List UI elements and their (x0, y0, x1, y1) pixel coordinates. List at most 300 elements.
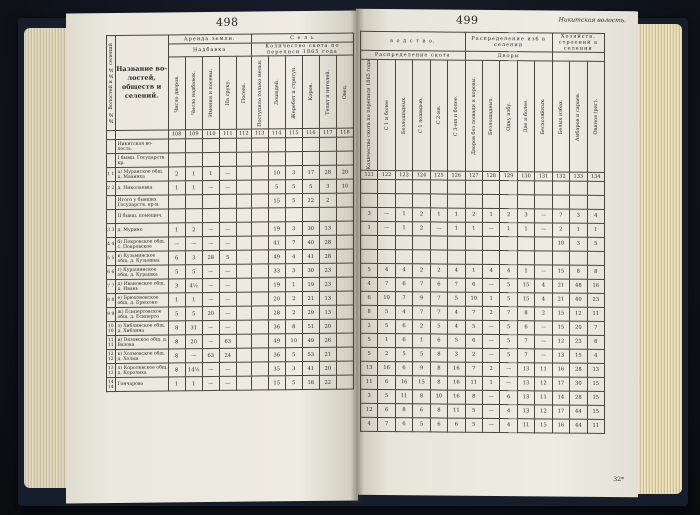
right-table-cell: 4 (361, 277, 378, 291)
right-table-cell: 8 (413, 389, 430, 403)
right-table-cell: 12 (570, 307, 587, 321)
left-table-cell (236, 138, 251, 152)
left-table-cell: 5 (285, 180, 302, 194)
left-table-cell: — (202, 376, 219, 390)
right-table-cell: 4 (587, 349, 604, 363)
left-column-header (268, 56, 285, 129)
right-table-cell: 11 (465, 376, 482, 390)
group-header-buildings: Хозяйств. строений в селении (552, 33, 604, 52)
left-column-header-label: Посева. (240, 82, 247, 104)
left-table-cell (236, 166, 251, 180)
right-table-cell: 14 (552, 391, 569, 405)
right-column-header (395, 60, 412, 171)
right-column-number: 126 (448, 171, 465, 180)
right-table-cell: 5 (378, 389, 395, 403)
left-table-cell (236, 348, 251, 362)
left-table-cell: 22 (319, 375, 336, 389)
left-table-cell: 29 (302, 305, 319, 319)
right-table-cell: 1 (430, 208, 447, 222)
right-table-cell (587, 195, 604, 209)
right-table-cell (378, 193, 395, 207)
right-table-cell (448, 194, 465, 208)
right-table-cell: 6 (395, 319, 412, 333)
left-table-cell: 53 (302, 347, 319, 361)
left-table-cell: — (185, 349, 202, 363)
right-table-cell (517, 180, 534, 194)
settlement-name: ж) Есипертовское общ. д. Есиперто (115, 307, 168, 322)
row-number-header: №№ Волостей и №№ селений (107, 36, 116, 131)
left-table-cell: — (202, 236, 219, 250)
right-table-cell: 5 (413, 417, 430, 431)
left-table-cell (236, 194, 251, 208)
right-table-cell: 2 (413, 221, 430, 235)
right-table-cell: 1 (587, 223, 604, 237)
right-table-cell: 48 (570, 279, 587, 293)
left-table-cell (236, 152, 251, 166)
settlement-name: д. Мурино (115, 223, 168, 238)
right-table-cell (465, 180, 482, 194)
left-column-header (251, 56, 268, 129)
right-column-header-label: Две и более. (523, 99, 530, 133)
left-table-cell (302, 151, 319, 165)
settlement-name: к) Холмовское общ. д. Холма (115, 349, 168, 364)
right-table-cell: — (535, 209, 552, 223)
left-table-cell (219, 152, 236, 166)
left-column-number: 111 (219, 129, 236, 138)
right-table-cell: 13 (552, 349, 569, 363)
right-table-cell (378, 249, 395, 263)
left-page (66, 10, 358, 503)
right-table-cell: 9 (413, 361, 430, 375)
right-table-cell: 1 (361, 221, 378, 235)
left-table-cell: 8 (168, 321, 185, 335)
right-table-cell (378, 235, 395, 249)
left-table-cell (202, 194, 219, 208)
left-table-cell: 1 (168, 223, 185, 237)
left-page-edges (24, 28, 68, 488)
right-table-cell: 4 (448, 320, 465, 334)
left-table-cell: 33 (268, 264, 285, 278)
page-signature-mark: 32* (613, 476, 624, 484)
right-table-cell (430, 250, 447, 264)
right-table-cell: 4 (535, 293, 552, 307)
left-column-header (236, 57, 251, 130)
right-table-cell: 10 (430, 390, 447, 404)
right-column-header-label: С 2-мя. (435, 105, 442, 125)
right-table-cell: 23 (587, 293, 604, 307)
right-table-cell: 15 (587, 377, 604, 391)
right-table-cell: 6 (395, 333, 412, 347)
right-table-cell: 13 (517, 376, 534, 390)
right-column-number: 132 (552, 172, 569, 181)
left-table-cell: 49 (268, 334, 285, 348)
left-column-number: 110 (202, 129, 219, 138)
left-table-cell: 10 (285, 334, 302, 348)
left-table-cell: 14½ (185, 363, 202, 377)
right-table-cell: 6 (395, 361, 412, 375)
right-column-header (430, 60, 447, 171)
right-table-cell: 15 (570, 349, 587, 363)
right-table-cell: 7 (395, 291, 412, 305)
right-table-cell: 21 (552, 279, 569, 293)
right-table-cell (587, 181, 604, 195)
right-column-header (448, 60, 465, 171)
right-table-cell: 16 (552, 363, 569, 377)
right-table-cell: 6 (465, 278, 482, 292)
right-table-cell: 11 (535, 363, 552, 377)
left-table-cell: 35 (268, 362, 285, 376)
left-table-cell: 30 (302, 221, 319, 235)
right-table-cell: 15 (587, 391, 604, 405)
right-table-cell: 2 (465, 348, 482, 362)
group-header-huts: Распределение изб в селении (465, 32, 552, 52)
right-table-cell: 4 (500, 404, 517, 418)
left-table-cell: — (219, 222, 236, 236)
right-table-cell (448, 236, 465, 250)
right-table-cell: 7 (413, 305, 430, 319)
left-table-cell: 5 (185, 265, 202, 279)
left-table-cell: — (202, 180, 219, 194)
right-table-cell: 11 (587, 419, 604, 433)
right-column-number: 133 (570, 172, 587, 181)
left-table-cell (202, 152, 219, 166)
left-table-cell (268, 208, 285, 222)
left-table-cell: 63 (202, 348, 219, 362)
left-table-cell (251, 250, 268, 264)
right-table-cell: 8 (465, 390, 482, 404)
right-table-cell: 20 (570, 321, 587, 335)
right-table-cell: 7 (448, 278, 465, 292)
left-table-cell: 49 (302, 333, 319, 347)
right-table-cell: 6 (430, 334, 447, 348)
left-table-cell: 41 (302, 249, 319, 263)
left-table-cell: 1 (185, 377, 202, 391)
right-table-cell (395, 235, 412, 249)
left-table-cell: 19 (268, 278, 285, 292)
right-table-cell (535, 237, 552, 251)
right-column-header-label: С 1 лошадью. (418, 97, 425, 134)
left-table-cell (236, 334, 251, 348)
right-table-cell (482, 194, 499, 208)
row-number (107, 210, 116, 224)
right-column-header-label: Белых избах. (557, 99, 564, 134)
right-table-cell: 5 (587, 237, 604, 251)
left-table-cell: — (219, 166, 236, 180)
left-table-cell: 10 (336, 179, 353, 193)
right-table-cell: 4 (448, 264, 465, 278)
right-column-header-label: Амбаров и сараев. (575, 92, 582, 141)
left-table-cell (185, 153, 202, 167)
right-table-cell (430, 194, 447, 208)
right-statistics-table (360, 31, 605, 434)
left-table-cell (236, 264, 251, 278)
right-column-number: 128 (482, 171, 499, 180)
row-number: 2 2 (107, 182, 116, 196)
row-number: 1 1 (107, 168, 116, 182)
left-table-cell: 22 (302, 193, 319, 207)
row-number: 7 7 (107, 280, 116, 294)
left-table-cell: 41 (302, 361, 319, 375)
left-table-cell (251, 264, 268, 278)
left-table-cell: 28 (202, 250, 219, 264)
left-table-cell: 19 (268, 222, 285, 236)
row-number: 13 13 (107, 364, 116, 378)
left-table-cell (185, 209, 202, 223)
row-number (107, 154, 116, 168)
right-table-cell (552, 251, 569, 265)
right-table-cell: 13 (517, 362, 534, 376)
right-table-cell: 3 (448, 348, 465, 362)
right-table-cell: 6 (378, 375, 395, 389)
left-table-cell: — (168, 237, 185, 251)
left-table-cell (302, 207, 319, 221)
left-table-cell (251, 306, 268, 320)
left-column-header-label: Имения и посевы. (207, 69, 214, 118)
left-table-cell (168, 153, 185, 167)
right-column-header (535, 61, 552, 172)
right-table-cell: — (500, 376, 517, 390)
left-table-cell (251, 180, 268, 194)
left-table-cell: 5 (168, 307, 185, 321)
right-table-cell (378, 179, 395, 193)
right-table-cell: 7 (430, 292, 447, 306)
right-table-cell (465, 250, 482, 264)
right-table-cell: 5 (500, 348, 517, 362)
left-table-cell: 3 (285, 166, 302, 180)
right-table-cell: 17 (552, 405, 569, 419)
left-table-cell: 2 (285, 292, 302, 306)
left-table-cell: 5 (168, 265, 185, 279)
right-table-cell (500, 236, 517, 250)
left-table-cell (251, 292, 268, 306)
right-table-cell: 7 (517, 334, 534, 348)
settlement-name: в) Кузьминское общ. д. Кузьмина (115, 251, 168, 266)
right-table-cell: 5 (361, 347, 378, 361)
left-table-cell: 18 (302, 375, 319, 389)
right-table-cell (448, 180, 465, 194)
left-table-cell: 36 (268, 320, 285, 334)
left-table-cell: — (202, 334, 219, 348)
right-table-cell (482, 180, 499, 194)
left-column-header-label: Число надбавок. (190, 71, 197, 116)
right-table-cell: 16 (552, 419, 569, 433)
right-table-cell: 4 (482, 264, 499, 278)
right-table-cell (430, 236, 447, 250)
right-column-header-label: Бесхозяйных. (540, 98, 547, 135)
right-table-cell: 10 (552, 237, 569, 251)
left-table-cell: 36 (268, 348, 285, 362)
right-table-cell: 7 (465, 306, 482, 320)
group-header-livestock: Количество скота по переписи 1865 года (251, 42, 353, 56)
left-table-cell: 28 (319, 235, 336, 249)
right-table-cell: — (535, 335, 552, 349)
left-table-cell (219, 208, 236, 222)
group-header-allotment: Надбавка (168, 43, 251, 57)
right-table-cell: — (482, 320, 499, 334)
left-column-number: 113 (251, 129, 268, 138)
right-table-cell: — (535, 349, 552, 363)
left-table-cell: — (219, 180, 236, 194)
right-page-number: 499 (456, 13, 479, 27)
left-table-cell: 5 (285, 194, 302, 208)
left-table-cell: 13 (319, 305, 336, 319)
row-number: 4 4 (107, 238, 116, 252)
left-table-cell: 2 (185, 223, 202, 237)
right-table-cell: 5 (378, 305, 395, 319)
right-table-cell: 2 (430, 264, 447, 278)
left-table-cell: 2 (285, 306, 302, 320)
left-table-cell (319, 151, 336, 165)
left-table-cell: 1 (202, 166, 219, 180)
right-table-cell: — (430, 222, 447, 236)
left-table-cell (219, 194, 236, 208)
right-column-header-label: Одну избу. (505, 101, 512, 131)
settlement-name: д. Николаевка (115, 181, 168, 196)
left-table-cell: 63 (219, 334, 236, 348)
right-table-cell (517, 194, 534, 208)
right-table-cell: 4 (395, 305, 412, 319)
right-table-cell: 15 (535, 419, 552, 433)
right-table-cell (430, 180, 447, 194)
left-table-cell: 3 (168, 279, 185, 293)
right-table-cell (517, 236, 534, 250)
left-table-cell: 5 (268, 180, 285, 194)
right-table-cell: 11 (361, 375, 378, 389)
left-table-cell: 28 (319, 249, 336, 263)
right-table-cell: 1 (395, 221, 412, 235)
left-table-cell: 23 (319, 277, 336, 291)
left-table-cell: 20 (268, 292, 285, 306)
right-table-cell: 16 (378, 361, 395, 375)
right-table-cell: — (535, 265, 552, 279)
left-table-cell (202, 208, 219, 222)
left-table-cell (236, 320, 251, 334)
right-table-cell: 13 (517, 390, 534, 404)
left-table-cell: — (219, 376, 236, 390)
left-table-cell (268, 138, 285, 152)
right-table-cell: — (535, 321, 552, 335)
left-table-cell: 20 (336, 165, 353, 179)
left-table-cell: 4½ (185, 279, 202, 293)
right-column-number: 130 (517, 171, 534, 180)
right-table-cell: 7 (552, 209, 569, 223)
right-table-cell: 11 (448, 404, 465, 418)
right-table-cell: 7 (587, 321, 604, 335)
right-table-cell (413, 179, 430, 193)
right-table-cell: 11 (587, 307, 604, 321)
left-column-number: 114 (268, 129, 285, 138)
left-table-cell: 20 (202, 306, 219, 320)
right-table-cell: 16 (587, 279, 604, 293)
left-table-cell: 13 (319, 291, 336, 305)
left-column-header-label: Коров. (307, 83, 314, 101)
right-table-cell: 8 (361, 305, 378, 319)
right-table-cell: 28 (570, 363, 587, 377)
left-table-cell: 8 (168, 349, 185, 363)
left-table-cell: — (202, 362, 219, 376)
settlement-name: е) Брюхоновское общ. д. Брюхоно (115, 293, 168, 308)
row-number: 5 5 (107, 252, 116, 266)
right-table-cell: 1 (482, 208, 499, 222)
right-table-cell: 5 (361, 263, 378, 277)
right-table-cell: 5 (465, 320, 482, 334)
left-table-cell: — (202, 320, 219, 334)
right-column-header-label: Овинов (риг). (592, 98, 599, 135)
right-table-cell (395, 179, 412, 193)
right-column-header (465, 60, 482, 171)
left-column-number: 108 (168, 130, 185, 139)
right-table-cell: 11 (395, 389, 412, 403)
right-table-cell: — (378, 221, 395, 235)
left-table-cell: 1 (168, 181, 185, 195)
right-table-cell: 44 (570, 405, 587, 419)
right-table-cell (587, 251, 604, 265)
left-table-cell (168, 209, 185, 223)
right-column-header-label: С 3-мя и более. (453, 95, 460, 136)
right-table-cell: 16 (448, 390, 465, 404)
right-table-cell: 1 (413, 333, 430, 347)
row-number: 11 11 (107, 336, 116, 350)
left-table-cell: 3 (319, 179, 336, 193)
left-table-cell (185, 195, 202, 209)
right-table-cell: 6 (500, 390, 517, 404)
left-table-cell: 8 (168, 335, 185, 349)
right-table-cell (395, 249, 412, 263)
right-table-cell: 23 (570, 335, 587, 349)
right-table-cell: 6 (395, 277, 412, 291)
right-table-cell: — (482, 390, 499, 404)
right-table-cell: 8 (517, 306, 534, 320)
left-table-cell: 13 (319, 221, 336, 235)
left-table-cell: 8 (285, 320, 302, 334)
right-table-cell: 1 (482, 292, 499, 306)
right-table-cell: 30 (570, 377, 587, 391)
right-table-cell: 2 (482, 306, 499, 320)
right-table-cell: 4 (500, 264, 517, 278)
left-column-number-blank (107, 131, 116, 140)
left-column-header-label: Телят и нетелей. (324, 69, 331, 115)
right-table-cell: 1 (448, 208, 465, 222)
left-column-number: 109 (185, 130, 202, 139)
left-table-cell (285, 138, 302, 152)
group-header-yards: Дворы (465, 51, 552, 61)
left-table-cell: 5 (285, 376, 302, 390)
right-column-header (500, 61, 517, 172)
right-table-cell: 5 (500, 278, 517, 292)
right-table-cell: 44 (570, 419, 587, 433)
left-table-cell: 1 (168, 377, 185, 391)
left-table-cell: 20 (319, 361, 336, 375)
right-table-cell: 6 (465, 334, 482, 348)
left-table-row (107, 375, 354, 392)
left-column-header (202, 57, 219, 130)
right-table-cell: 4 (378, 263, 395, 277)
right-table-cell: 2 (361, 319, 378, 333)
right-column-header (482, 60, 499, 171)
right-column-header (552, 61, 569, 172)
row-number: 14 14 (107, 378, 116, 392)
right-table-cell: 15 (552, 307, 569, 321)
right-table-cell (570, 181, 587, 195)
left-table-cell: 21 (302, 291, 319, 305)
left-table-cell (251, 320, 268, 334)
row-number (107, 140, 116, 154)
right-table-cell: 3 (570, 237, 587, 251)
right-table-cell: — (500, 362, 517, 376)
settlement-name: Никитская во- лость. (115, 139, 168, 154)
settlement-name: л) Королевское общ. д. Королиха (115, 363, 168, 378)
right-table-cell: 5 (395, 347, 412, 361)
